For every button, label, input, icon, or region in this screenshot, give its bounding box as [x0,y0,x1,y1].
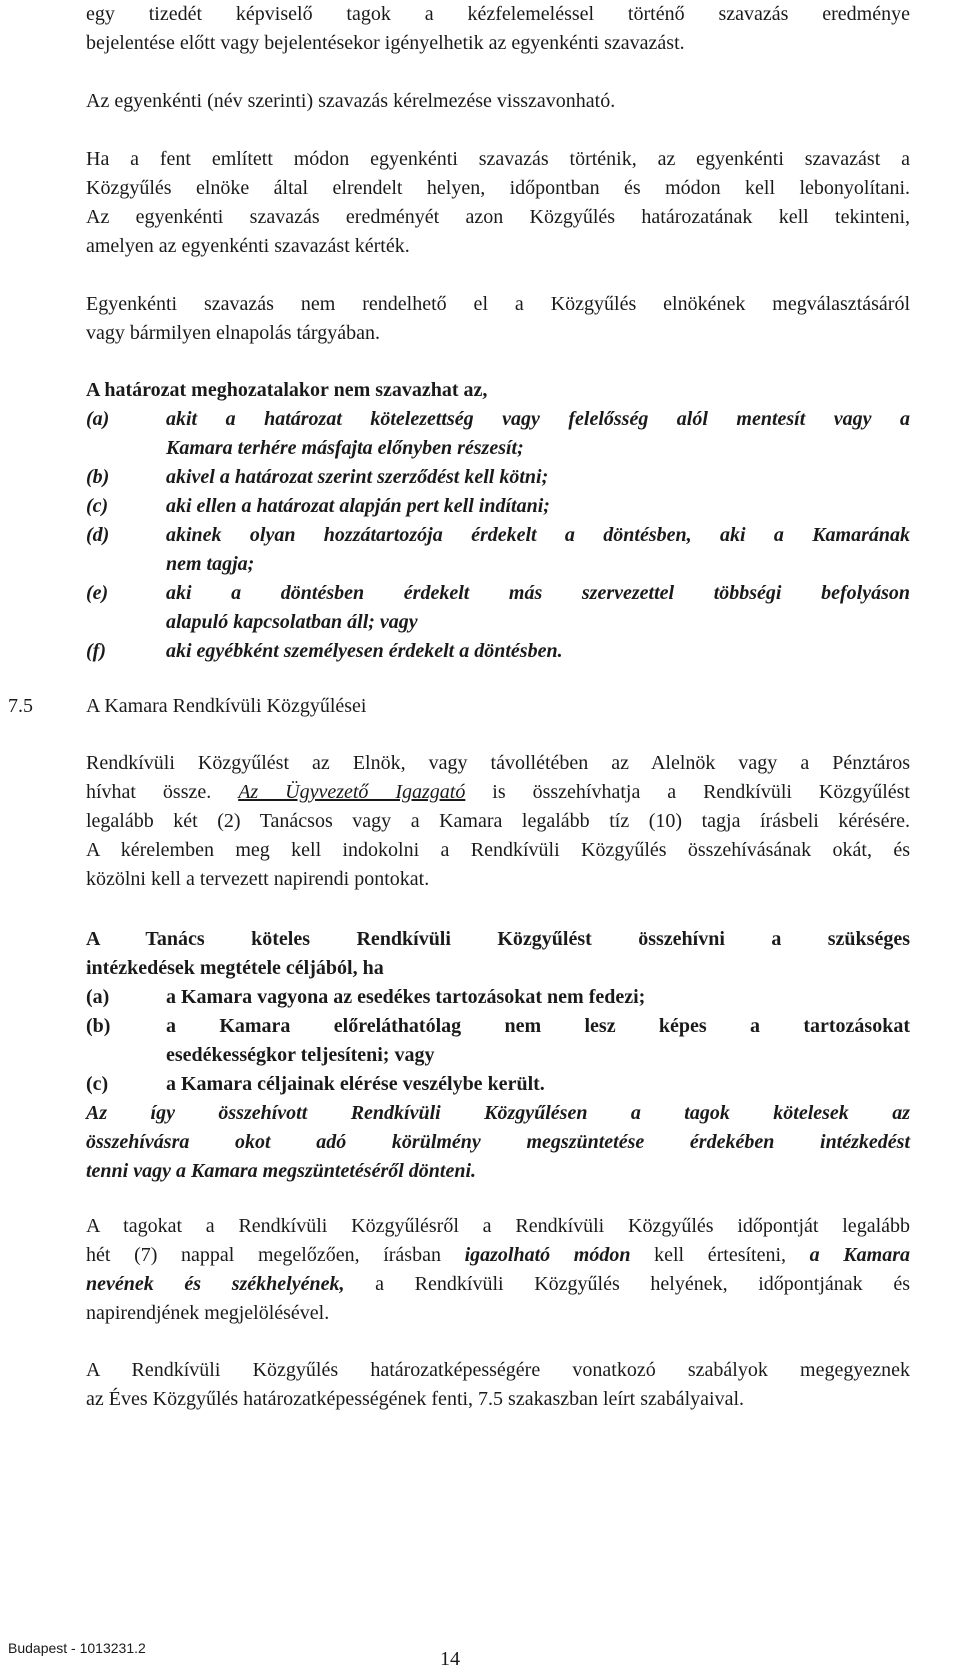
exclusion-list [86,376,910,666]
item-text: a Kamara céljainak elérése veszélybe került. [166,1073,545,1095]
text-line: A tagokat a Rendkívüli Közgyűlésről a Rendkívüli Közgyűlés időpontját legalább [86,1215,910,1237]
paragraph-individual-voting [86,145,910,261]
text-line: összehívásra okot adó körülmény megszüntetése érdekében intézkedést [86,1131,910,1153]
paragraph-extraordinary-assembly [86,749,910,894]
exclusion-intro: A határozat meghozatalakor nem szavazhat az, [86,379,488,401]
list-item [86,579,910,637]
text-line: amelyen az egyenkénti szavazást kérték. [86,235,410,257]
item-label: (c) [86,1073,109,1095]
text-line: Ha a fent említett módon egyenkénti szavazás történik, az egyenkénti szavazást a [86,148,910,170]
list-item [86,637,910,666]
text-segment: is összehívhatja a Rendkívüli Közgyűlést [465,781,910,803]
paragraph-quorum [86,1356,910,1414]
item-label: (d) [86,524,110,546]
text-line [86,1241,910,1270]
item-text: akivel a határozat szerint szerződést kell kötni; [166,466,549,488]
text-line: egy tizedét képviselő tagok a kézfelemeléssel történő szavazás eredménye [86,3,910,25]
section-number: 7.5 [8,695,33,717]
item-label: (a) [86,986,110,1008]
text-line: Egyenkénti szavazás nem rendelhető el a Közgyűlés elnökének megválasztásáról [86,293,910,315]
text-line: legalább két (2) Tanácsos vagy a Kamara legalább tíz (10) tagja írásbeli kérésére. [86,810,910,832]
text-line [86,778,910,807]
item-text: a Kamara előreláthatólag nem lesz képes a tartozásokat [166,1015,910,1037]
text-segment: hét (7) nappal megelőzően, írásban [86,1244,465,1266]
text-line: Az egyenkénti szavazás eredményét azon Közgyűlés határozatának kell tekinteni, [86,206,910,228]
list-item [86,492,910,521]
text-line: napirendjének megjelölésével. [86,1302,330,1324]
item-label: (f) [86,640,106,662]
item-text: aki egyébként személyesen érdekelt a döntésben. [166,640,563,662]
item-text: nem tagja; [166,553,255,575]
text-line: Közgyűlés elnöke által elrendelt helyen, időpontban és módon kell lebonyolítani. [86,177,910,199]
text-segment: hívhat össze. [86,781,239,803]
text-line: Az így összehívott Rendkívüli Közgyűlésen a tagok kötelesek az [86,1102,910,1124]
item-label: (c) [86,495,109,517]
text-line: A Tanács köteles Rendkívüli Közgyűlést összehívni a szükséges [86,928,910,950]
document-reference: Budapest - 1013231.2 [8,1640,146,1656]
list-item [86,1070,910,1099]
item-text: aki a döntésben érdekelt más szervezettel többségi befolyáson [166,582,910,604]
text-segment: nevének és székhelyének, [86,1273,345,1295]
paragraph-no-individual-voting [86,290,910,348]
text-line: intézkedések megtétele céljából, ha [86,957,384,979]
item-text: akinek olyan hozzátartozója érdekelt a döntésben, aki a Kamarának [166,524,910,546]
item-label: (e) [86,582,109,604]
list-item [86,983,910,1012]
list-item [86,463,910,492]
text-segment: a Kamara [809,1244,910,1266]
text-segment: igazolható módon [464,1244,631,1266]
item-text: akit a határozat kötelezettség vagy felelősség alól mentesít vagy a [166,408,910,430]
text-line: Rendkívüli Közgyűlést az Elnök, vagy távollétében az Alelnök vagy a Pénztáros [86,752,910,774]
item-text: aki ellen a határozat alapján pert kell indítani; [166,495,550,517]
text-line [86,1270,910,1299]
paragraph-notification [86,1212,910,1328]
section-heading [8,692,367,721]
council-obligation [86,925,910,1186]
item-text: alapuló kapcsolatban áll; vagy [166,611,418,633]
text-line: A kérelemben meg kell indokolni a Rendkívüli Közgyűlés összehívásának okát, és [86,839,910,861]
paragraph-revocable [86,87,910,116]
text-segment: kell értesíteni, [630,1244,810,1266]
text-line: A Rendkívüli Közgyűlés határozatképességére vonatkozó szabályok megegyeznek [86,1359,910,1381]
item-label: (b) [86,466,110,488]
managing-director-reference: Az Ügyvezető Igazgató [238,781,466,803]
text-line: bejelentése előtt vagy bejelentésekor igényelhetik az egyenkénti szavazást. [86,32,685,54]
text-line: közölni kell a tervezett napirendi pontokat. [86,868,430,890]
text-line: vagy bármilyen elnapolás tárgyában. [86,322,380,344]
item-text: esedékességkor teljesíteni; vagy [166,1044,435,1066]
list-item [86,521,910,579]
list-item [86,405,910,463]
paragraph-voting-request [86,0,910,58]
item-text: Kamara terhére másfajta előnyben részesít; [166,437,524,459]
text-line: Az egyenkénti (név szerinti) szavazás kérelmezése visszavonható. [86,90,616,112]
list-item [86,1012,910,1070]
page-number: 14 [440,1648,460,1670]
item-text: a Kamara vagyona az esedékes tartozásokat nem fedezi; [166,986,646,1008]
text-line: az Éves Közgyűlés határozatképességének fenti, 7.5 szakaszban leírt szabályaival. [86,1388,745,1410]
item-label: (a) [86,408,110,430]
item-label: (b) [86,1015,111,1037]
text-segment: a Rendkívüli Közgyűlés helyének, időpontjának és [344,1273,910,1295]
section-title: A Kamara Rendkívüli Közgyűlései [86,695,367,717]
text-line: tenni vagy a Kamara megszüntetéséről dönteni. [86,1160,477,1182]
